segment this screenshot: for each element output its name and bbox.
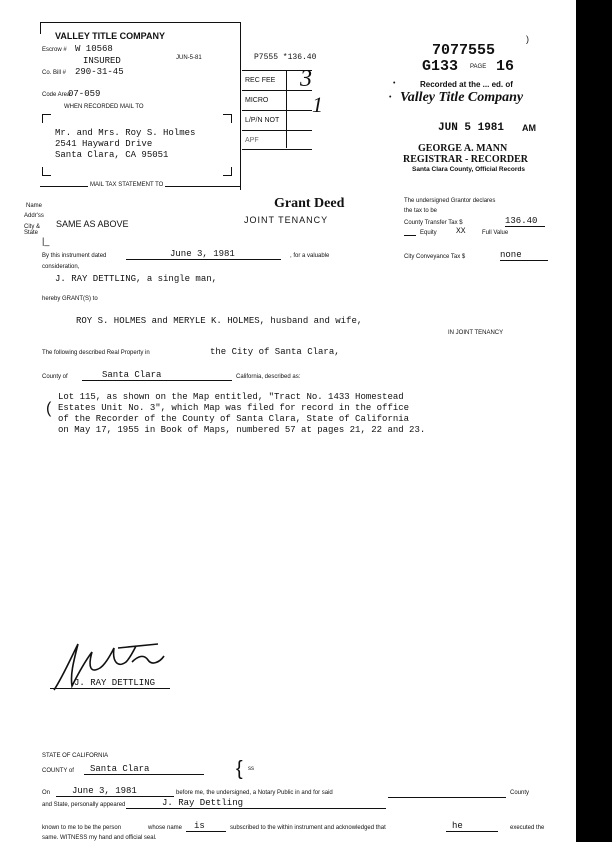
signer-typed-name: J. RAY DETTLING [74, 678, 156, 688]
property-intro: The following described Real Property in [42, 350, 150, 356]
when-recorded-label: WHEN RECORDED MAIL TO [64, 104, 144, 110]
co-bill-number: 290-31-45 [75, 67, 124, 77]
recorder-company-stamp: Valley Title Company [400, 90, 524, 105]
notary-and-state: and State, personally appeared [42, 802, 126, 808]
rec-fee-value: 3 [300, 66, 312, 92]
header-divider [240, 22, 241, 190]
same-as-above: SAME AS ABOVE [56, 219, 129, 229]
county-of-label: County of [42, 374, 68, 380]
full-value-label: Full Value [482, 230, 509, 236]
mail-tax-label: MAIL TAX STATEMENT TO [90, 182, 164, 188]
address-bracket: |_ [42, 236, 50, 246]
recorder-title: REGISTRAR - RECORDER [403, 154, 529, 165]
recorder-date: JUN 5 1981 [438, 122, 505, 134]
recorder-doc-number: 7077555 [432, 42, 496, 59]
fee-divider [286, 70, 287, 148]
escrow-label: Escrow # [42, 47, 67, 53]
notary-county: Santa Clara [84, 764, 204, 775]
hereby-grants: hereby GRANT(S) to [42, 296, 98, 302]
micro-value: 1 [312, 92, 323, 117]
equity-mark: XX [456, 227, 466, 236]
county-tax-label: County Transfer Tax $ [404, 220, 463, 226]
mail-to-line-1: Mr. and Mrs. Roy S. Holmes [55, 128, 196, 138]
consideration-label: consideration, [42, 264, 80, 270]
notary-county-blank [388, 797, 506, 798]
property-city: the City of Santa Clara, [210, 347, 340, 357]
recorder-time: AM [522, 123, 536, 133]
deed-subtitle: JOINT TENANCY [244, 215, 329, 225]
notary-same: same. WITNESS my hand and official seal. [42, 835, 157, 841]
notary-he: he [446, 821, 498, 832]
notary-known: known to me to be the person [42, 825, 122, 831]
left-frame [40, 22, 41, 34]
tax-declares: The undersigned Grantor declares [404, 198, 496, 204]
notary-on-label: On [42, 790, 51, 796]
deed-title: Grant Deed [274, 196, 345, 211]
legal-line-1: Lot 115, as shown on the Map entitled, "Tract No. 1433 Homestead [58, 392, 404, 402]
notary-ss: ss [248, 766, 254, 772]
escrow-number: W 10568 [75, 44, 113, 54]
grantees: ROY S. HOLMES and MERYLE K. HOLMES, husband and wife, [76, 316, 363, 326]
top-frame-line [40, 22, 240, 23]
fee-row-apf: APF [245, 137, 259, 144]
legal-bracket: ( [46, 400, 52, 417]
county-name: Santa Clara [82, 370, 232, 381]
notary-subscribed: subscribed to the within instrument and acknowledged that [230, 825, 386, 831]
fee-row-lpn: L/P/N NOT [242, 111, 312, 131]
notary-executed: executed the [510, 825, 545, 831]
signature-line [50, 688, 170, 689]
recorder-county: Santa Clara County, Official Records [412, 166, 525, 173]
label-name: Name [26, 203, 43, 209]
city-tax-label: City Conveyance Tax $ [404, 254, 466, 260]
stamp-dot-1: • [393, 80, 396, 87]
recorder-book: G133 [422, 58, 459, 75]
valuable-label: , for a valuable [290, 253, 330, 259]
notary-date: June 3, 1981 [56, 786, 174, 797]
notary-county-word: County [510, 790, 530, 796]
tax-is: the tax to be [404, 208, 438, 214]
fee-row-rec: REC FEE [242, 71, 312, 91]
equity-label: Equity [420, 230, 437, 236]
scan-border [576, 0, 612, 842]
recorder-page-label: PAGE [470, 64, 487, 70]
instrument-date: June 3, 1981 [126, 249, 281, 260]
code-area-label: Code Area [42, 92, 71, 98]
date-stamp: JUN-5-81 [176, 55, 202, 61]
label-address: Addr'ss [24, 213, 44, 219]
notary-before-me: before me, the undersigned, a Notary Public in and for said [176, 790, 333, 796]
recorder-page-number: 16 [496, 58, 515, 75]
corner-mark: ) [526, 34, 529, 44]
fee-top-line: P7555 *136.40 [254, 53, 317, 62]
in-joint-tenancy: IN JOINT TENANCY [448, 330, 504, 336]
notary-state: STATE OF CALIFORNIA [42, 753, 109, 759]
legal-line-2: Estates Unit No. 3", which Map was filed for record in the office [58, 403, 410, 413]
recorder-name: GEORGE A. MANN [418, 143, 508, 154]
stamp-dot-2: • [389, 94, 392, 101]
california-described: California, described as: [236, 374, 301, 380]
co-bill-label: Co. Bill # [42, 70, 67, 76]
county-tax-amount: 136.40 [505, 216, 545, 227]
recorded-line: Recorded at the ... ed. of [420, 80, 513, 89]
notary-appeared: J. Ray Dettling [126, 798, 386, 809]
code-area: 07-059 [68, 89, 101, 99]
legal-line-4: on May 17, 1955 in Book of Maps, numbered 57 at pages 21, 22 and 23. [58, 425, 426, 435]
equity-checkbox [404, 229, 416, 236]
fee-row-micro: MICRO [242, 91, 312, 111]
notary-is: is [186, 821, 226, 832]
company-name: VALLEY TITLE COMPANY [55, 31, 166, 41]
by-this-label: By this instrument dated [42, 253, 107, 259]
notary-county-label: COUNTY of [42, 768, 74, 774]
mail-to-line-3: Santa Clara, CA 95051 [55, 150, 169, 160]
notary-brace: { [236, 758, 243, 780]
city-tax-amount: none [500, 250, 548, 261]
insured-label: INSURED [83, 56, 121, 66]
grantor: J. RAY DETTLING, a single man, [55, 274, 218, 284]
label-city: City & State [24, 224, 41, 236]
mail-to-line-2: 2541 Hayward Drive [55, 139, 153, 149]
legal-line-3: of the Recorder of the County of Santa Clara, State of California [58, 414, 410, 424]
notary-whose-name: whose name [148, 825, 183, 831]
